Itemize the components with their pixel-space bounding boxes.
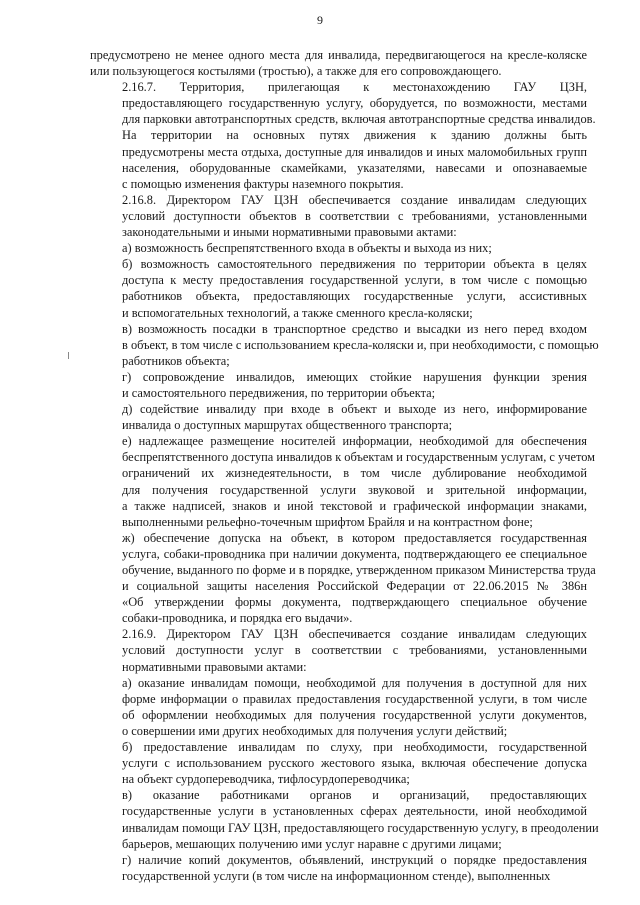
document-body bbox=[90, 47, 599, 884]
paragraph bbox=[90, 321, 599, 369]
text-line: 2.16.8. Директором ГАУ ЦЗН обеспечивается создание инвалидам следующих bbox=[122, 192, 587, 207]
text-line: на объект сурдопереводчика, тифлосурдопереводчика; bbox=[122, 772, 410, 787]
paragraph bbox=[90, 739, 587, 787]
text-line: в) оказание работниками органов и организаций, предоставляющих bbox=[122, 788, 587, 803]
text-line: или пользующегося костылями (тростью), а также для его сопровождающего. bbox=[90, 64, 502, 79]
text-line: а) возможность беспрепятственного входа в объекты и выхода из них; bbox=[122, 241, 492, 256]
paragraph bbox=[90, 79, 596, 127]
text-line: ж) обеспечение допуска на объект, в котором предоставляется государственная bbox=[122, 530, 587, 545]
text-line: работников объекта; bbox=[122, 353, 230, 368]
paragraph bbox=[90, 530, 596, 627]
text-line: 2.16.7. Территория, прилегающая к местонахождению ГАУ ЦЗН, bbox=[122, 80, 587, 95]
text-line: законодательными и иными нормативными правовыми актами: bbox=[122, 225, 457, 240]
text-line: собаки-проводника, и порядка его выдачи». bbox=[122, 611, 353, 626]
text-line: нормативными правовыми актами: bbox=[122, 659, 307, 674]
text-line: форме информации о правилах предоставления государственной услуги, в том числе bbox=[122, 691, 587, 706]
text-line: беспрепятственного доступа инвалидов к объектам и государственным услугам, с учетом bbox=[122, 450, 596, 465]
text-line: а также надписей, знаков и иной текстовой и графической информации знаками, bbox=[122, 498, 587, 513]
text-line: «Об утверждении формы документа, подтверждающего специальное обучение bbox=[122, 595, 587, 610]
text-line: е) надлежащее размещение носителей информации, необходимой для обеспечения bbox=[122, 434, 587, 449]
text-line: условий доступности объектов в соответствии с требованиями, установленными bbox=[122, 208, 587, 223]
paragraph bbox=[90, 626, 587, 674]
text-line: для получения государственной услуги звуковой и зрительной информации, bbox=[122, 482, 587, 497]
paragraph bbox=[90, 852, 587, 884]
text-line: г) наличие копий документов, объявлений, инструкций о порядке предоставления bbox=[122, 852, 587, 867]
paragraph bbox=[90, 127, 587, 191]
text-line: государственные услуги в установленных сферах деятельности, иной необходимой bbox=[122, 804, 587, 819]
text-line: работников объекта, предоставляющих государственные услуги, ассистивных bbox=[122, 289, 587, 304]
text-line: инвалидам помощи ГАУ ЦЗН, предоставляющего государственную услугу, в преодолении bbox=[122, 820, 599, 835]
text-line: и самостоятельного передвижения, по территории объекта; bbox=[122, 385, 436, 400]
text-line: условий доступности услуг в соответствии с требованиями, установленными bbox=[122, 643, 587, 658]
text-line: и социальной защиты населения Российской Федерации от 22.06.2015 № 386н bbox=[122, 579, 587, 594]
paragraph bbox=[90, 675, 587, 739]
text-line: выполненными рельефно-точечным шрифтом Брайля и на контрастном фоне; bbox=[122, 514, 533, 529]
text-line: предусмотрены места отдыха, доступные для инвалидов и иных маломобильных групп bbox=[122, 144, 587, 159]
text-line: в) возможность посадки в транспортное средство и высадки из него перед входом bbox=[122, 321, 587, 336]
text-line: обучение, выданного по форме и в порядке, утвержденном приказом Министерства труда bbox=[122, 563, 596, 577]
text-line: услуги с использованием русского жестового языка, включая обеспечение допуска bbox=[122, 756, 587, 771]
paragraph bbox=[90, 256, 587, 320]
text-line: предоставляющего государственную услугу, оборудуется, по возможности, местами bbox=[122, 96, 587, 111]
text-line: о совершении ими других необходимых для получения услуги действий; bbox=[122, 723, 508, 738]
text-line: в объект, в том числе с использованием кресла-коляски и, при необходимости, с помощью bbox=[122, 337, 599, 352]
text-line: На территории на основных путях движения к зданию должны быть bbox=[122, 128, 587, 143]
text-line: б) предоставление инвалидам по слуху, при необходимости, государственной bbox=[122, 740, 587, 755]
text-line: с помощью изменения фактуры наземного покрытия. bbox=[122, 176, 404, 191]
text-line: и вспомогательных технологий, а также сменного кресла-коляски; bbox=[122, 305, 473, 320]
text-line: а) оказание инвалидам помощи, необходимой для получения в доступной для них bbox=[122, 675, 587, 690]
text-line: д) содействие инвалиду при входе в объект и выходе из него, информирование bbox=[122, 402, 587, 417]
text-line: об оформлении необходимых для получения государственной услуги документов, bbox=[122, 707, 587, 722]
paragraph bbox=[90, 47, 587, 79]
text-line: населения, оборудованные скамейками, указателями, навесами и опознаваемые bbox=[122, 160, 587, 175]
text-line: г) сопровождение инвалидов, имеющих стойкие нарушения функции зрения bbox=[122, 369, 587, 384]
text-line: для парковки автотранспортных средств, включая автотранспортные средства инвалидов. bbox=[122, 112, 596, 127]
text-line: инвалида о доступных маршрутах общественного транспорта; bbox=[122, 418, 453, 433]
page-number: 9 bbox=[317, 13, 323, 27]
text-line: б) возможность самостоятельного передвижения по территории объекта в целях bbox=[122, 257, 587, 272]
text-line: барьеров, мешающих получению ими услуг наравне с другими лицами; bbox=[122, 836, 502, 851]
paragraph bbox=[90, 369, 587, 401]
paragraph bbox=[90, 787, 599, 851]
text-line: ограничений их жизнедеятельности, в том числе дублирование необходимой bbox=[122, 466, 587, 481]
paragraph bbox=[90, 433, 596, 530]
text-line: государственной услуги (в том числе на информационном стенде), выполненных bbox=[122, 868, 551, 883]
paragraph bbox=[90, 192, 587, 240]
scan-margin-mark bbox=[68, 352, 69, 359]
text-line: 2.16.9. Директором ГАУ ЦЗН обеспечивается создание инвалидам следующих bbox=[122, 627, 587, 642]
paragraph bbox=[90, 240, 587, 256]
text-line: услуга, собаки-проводника при наличии документа, подтверждающего ее специальное bbox=[122, 546, 587, 561]
text-line: предусмотрено не менее одного места для инвалида, передвигающегося на кресле-коляске bbox=[90, 48, 587, 62]
text-line: доступа к месту предоставления государственной услуги, в том числе с помощью bbox=[122, 273, 587, 288]
paragraph bbox=[90, 401, 587, 433]
